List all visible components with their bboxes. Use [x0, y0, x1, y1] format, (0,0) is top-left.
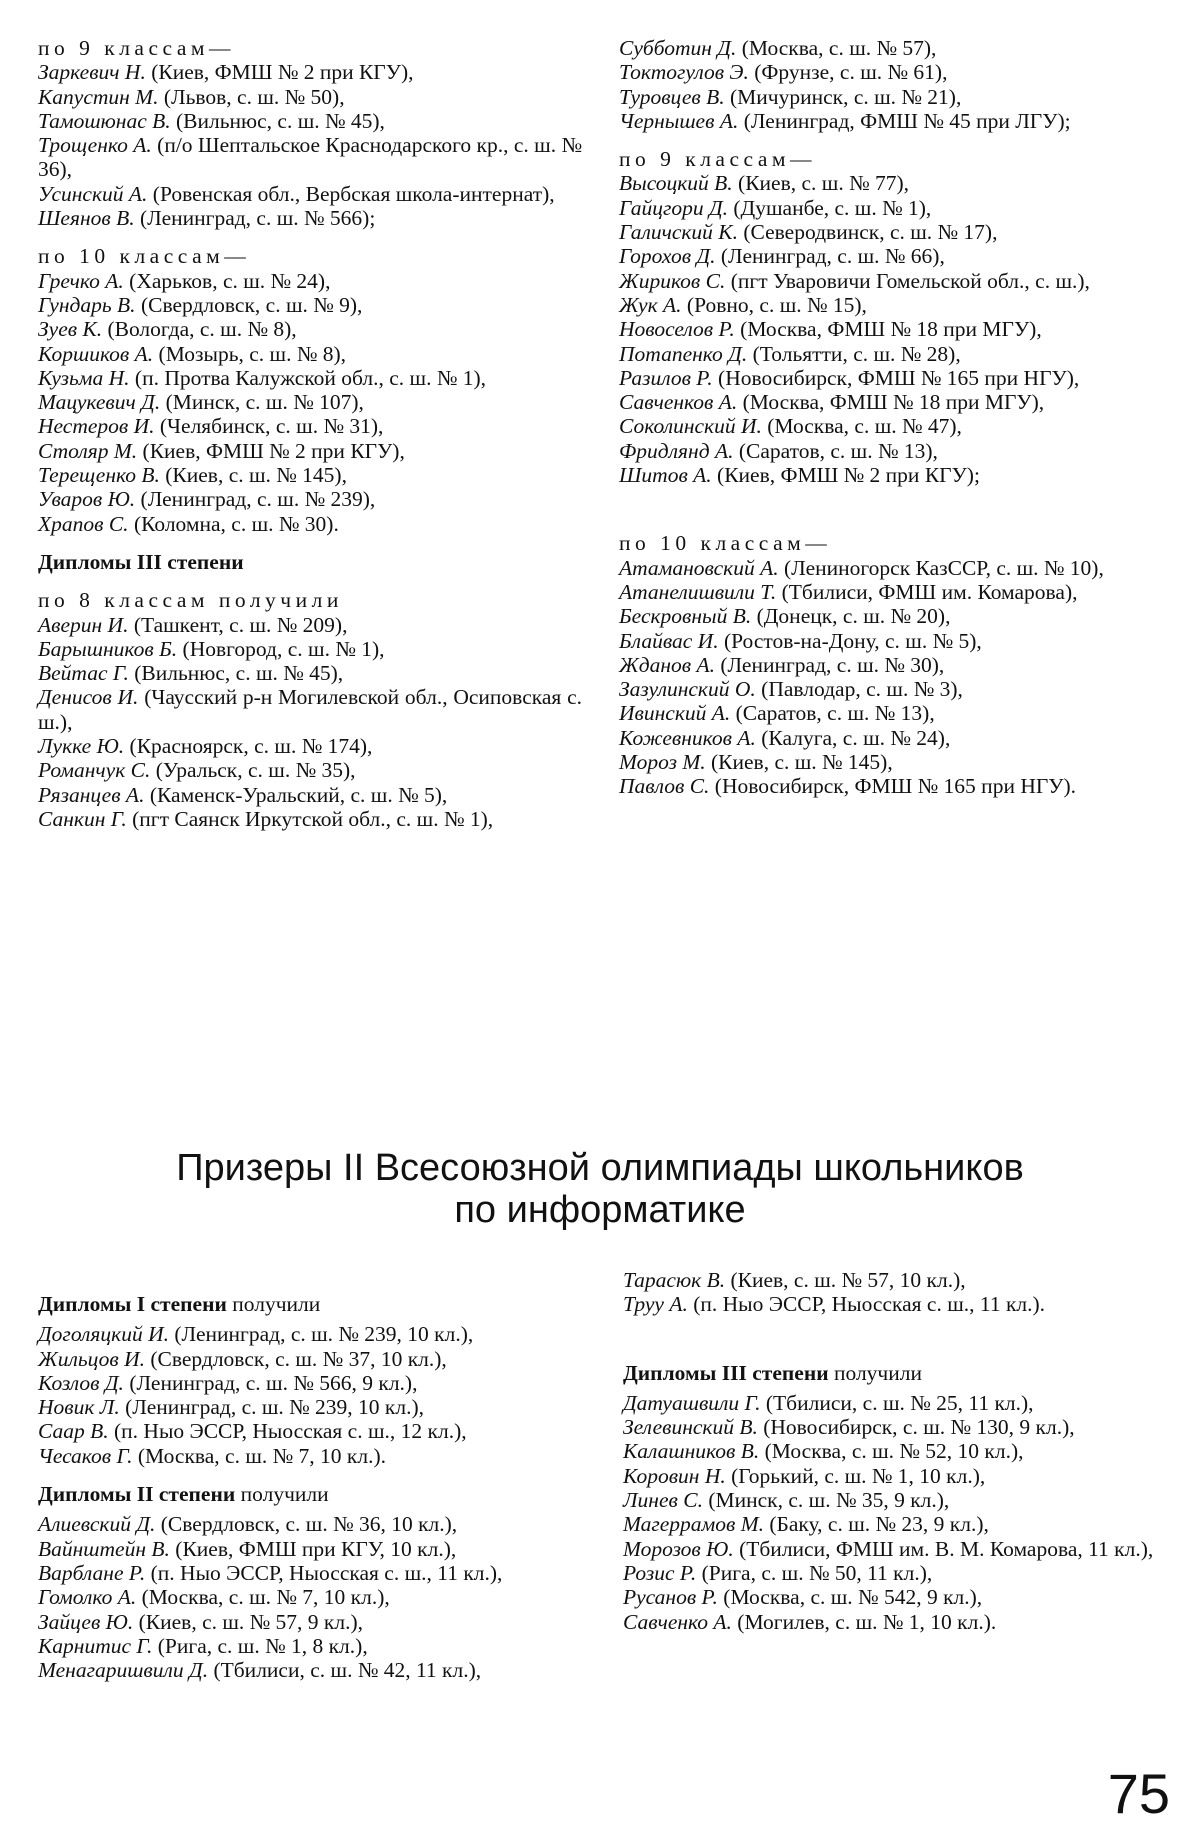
- winner-entry: [38, 390, 582, 414]
- winner-entry: [38, 109, 582, 133]
- winner-entry: [619, 171, 1171, 195]
- winner-name: Жук А.: [619, 292, 682, 317]
- winner-name: Кузьма Н.: [38, 365, 130, 390]
- winner-name: Варблане Р.: [38, 1560, 146, 1585]
- winner-entry: [38, 1634, 588, 1658]
- winner-details: (Ростов-на-Дону, с. ш. № 5),: [718, 628, 982, 653]
- winner-name: Санкин Г.: [38, 806, 127, 831]
- winner-details: (Киев, с. ш. № 57, 9 кл.),: [133, 1609, 364, 1634]
- winner-entry: [38, 487, 582, 511]
- diploma-heading-suffix: получили: [828, 1360, 922, 1385]
- winner-details: (Москва, с. ш. № 542, 9 кл.),: [717, 1585, 983, 1610]
- winner-entry: [38, 1322, 588, 1346]
- winner-entry: [619, 629, 1171, 653]
- winner-details: (Москва, с. ш. № 52, 10 кл.),: [759, 1439, 1024, 1464]
- winner-entry: [38, 206, 582, 230]
- winner-details: (Киев, ФМШ № 2 при КГУ),: [145, 60, 414, 85]
- winner-details: (Москва, с. ш. № 47),: [761, 414, 962, 439]
- winner-entry: [619, 390, 1171, 414]
- winner-details: (Вильнюс, с. ш. № 45),: [128, 661, 344, 686]
- winner-entry: [619, 750, 1171, 774]
- winner-details: (Мозырь, с. ш. № 8),: [153, 341, 347, 366]
- top-left-column: [38, 36, 582, 831]
- winner-name: Тамошюнас В.: [38, 108, 171, 133]
- winner-name: Жданов А.: [619, 652, 715, 677]
- winner-entry: [38, 269, 582, 293]
- winner-entry: [38, 414, 582, 438]
- winner-details: (Рига, с. ш. № 50, 11 кл.),: [696, 1560, 933, 1585]
- winner-entry: [623, 1415, 1171, 1439]
- winner-name: Разилов Р.: [619, 365, 713, 390]
- winner-name: Труу А.: [623, 1292, 688, 1317]
- winner-entry: [623, 1537, 1171, 1561]
- winner-entry: [38, 734, 582, 758]
- winner-details: (Горький, с. ш. № 1, 10 кл.),: [725, 1463, 986, 1488]
- winner-details: (Вологда, с. ш. № 8),: [102, 317, 297, 342]
- winner-details: (Тбилиси, с. ш. № 25, 11 кл.),: [760, 1390, 1034, 1415]
- winner-details: (Ленинград, с. ш. № 239, 10 кл.),: [168, 1322, 474, 1347]
- diploma-heading: [38, 1482, 588, 1506]
- winner-name: Соколинский И.: [619, 414, 762, 439]
- winner-entry: [623, 1464, 1171, 1488]
- winner-name: Трощенко А.: [38, 133, 152, 158]
- winner-details: (Львов, с. ш. № 50),: [158, 84, 345, 109]
- winner-name: Зуев К.: [38, 317, 103, 342]
- winner-details: (пгт Саянск Иркутской обл., с. ш. № 1),: [126, 806, 494, 831]
- winner-entry: [623, 1488, 1171, 1512]
- winner-entry: [38, 1585, 588, 1609]
- winner-details: (Новосибирск, ФМШ № 165 при НГУ).: [709, 774, 1077, 799]
- winner-details: (Могилев, с. ш. № 1, 10 кл.).: [731, 1609, 997, 1634]
- winner-entry: [38, 1658, 588, 1682]
- winner-details: (Тольятти, с. ш. № 28),: [747, 341, 961, 366]
- winner-details: (Новосибирск, с. ш. № 130, 9 кл.),: [757, 1415, 1075, 1440]
- diploma-heading-suffix: получили: [226, 1292, 321, 1316]
- winner-name: Гундарь В.: [38, 292, 136, 317]
- winner-details: (Саратов, с. ш. № 13),: [733, 438, 938, 463]
- winner-name: Зайцев Ю.: [38, 1609, 134, 1634]
- winner-details: (Киев, ФМШ № 2 при КГУ);: [711, 463, 980, 488]
- winner-entry: [38, 1512, 588, 1536]
- winner-details: (Саратов, с. ш. № 13),: [730, 701, 935, 726]
- winner-entry: [619, 556, 1171, 580]
- page-title: [60, 1147, 1140, 1231]
- winner-name: Мороз М.: [619, 750, 706, 775]
- winner-entry: [38, 182, 582, 206]
- winner-details: (Северодвинск, с. ш. № 17),: [737, 220, 998, 245]
- winner-entry: [623, 1439, 1171, 1463]
- winner-name: Рязанцев А.: [38, 782, 145, 807]
- class-group-label: по 9 классам—: [619, 147, 816, 172]
- winner-name: Усинский А.: [38, 181, 148, 206]
- winner-entry: [619, 60, 1171, 84]
- winner-entry: [619, 342, 1171, 366]
- winner-name: Новоселов Р.: [619, 317, 735, 342]
- winner-entry: [619, 653, 1171, 677]
- diploma-heading-title: Дипломы II степени: [38, 1482, 236, 1507]
- winner-details: (Красноярск, с. ш. № 174),: [124, 734, 373, 759]
- winner-name: Бескровный В.: [619, 604, 752, 629]
- winner-details: (Ленинград, с. ш. № 66),: [715, 244, 945, 269]
- winner-name: Жириков С.: [619, 268, 726, 293]
- winner-name: Капустин М.: [38, 84, 159, 109]
- winner-details: (Калуга, с. ш. № 24),: [755, 725, 951, 750]
- winner-details: (Ленинград, с. ш. № 239, 10 кл.),: [119, 1395, 425, 1420]
- winner-name: Зелевинский В.: [623, 1415, 758, 1440]
- diploma-heading-suffix: получили: [235, 1482, 329, 1507]
- winner-details: (Донецк, с. ш. № 20),: [751, 604, 951, 629]
- winner-name: Горохов Д.: [619, 244, 716, 269]
- winner-name: Галичский К.: [619, 220, 738, 245]
- winner-entry: [38, 685, 582, 734]
- winner-entry: [623, 1292, 1171, 1316]
- winner-details: (Тбилиси, ФМШ им. В. М. Комарова, 11 кл.),: [733, 1536, 1154, 1561]
- winner-entry: [623, 1391, 1171, 1415]
- winner-entry: [38, 637, 582, 661]
- winner-details: (Киев, с. ш. № 145),: [705, 750, 893, 775]
- winner-details: (Москва, ФМШ № 18 при МГУ),: [734, 317, 1042, 342]
- winner-details: (Рига, с. ш. № 1, 8 кл.),: [152, 1633, 368, 1658]
- winner-name: Алиевский Д.: [38, 1512, 156, 1537]
- class-group-label: по 8 классам получили: [38, 588, 343, 613]
- winner-entry: [619, 36, 1171, 60]
- winner-name: Шитов А.: [619, 463, 712, 488]
- winner-entry: [619, 726, 1171, 750]
- winner-name: Павлов С.: [619, 774, 710, 799]
- winner-details: (Тбилиси, с. ш. № 42, 11 кл.),: [208, 1658, 482, 1683]
- winner-name: Кожевников А.: [619, 725, 756, 750]
- winner-entry: [38, 366, 582, 390]
- winner-name: Морозов Ю.: [623, 1536, 734, 1561]
- spacer: [619, 487, 1171, 517]
- winner-entry: [623, 1512, 1171, 1536]
- winner-details: (Вильнюс, с. ш. № 45),: [170, 108, 385, 133]
- winner-name: Коршиков А.: [38, 341, 154, 366]
- winner-name: Коровин Н.: [623, 1463, 726, 1488]
- winner-name: Шеянов В.: [38, 206, 135, 231]
- winner-name: Русанов Р.: [623, 1585, 718, 1610]
- winner-details: (п. Ныо ЭССР, Ныосская с. ш., 11 кл.).: [687, 1292, 1046, 1317]
- winner-details: (п. Ныо ЭССР, Ныосская с. ш., 12 кл.),: [108, 1419, 467, 1444]
- bottom-left-column: [38, 1278, 588, 1682]
- winner-details: (Ленинград, с. ш. № 239),: [135, 487, 376, 512]
- winner-name: Вейтас Г.: [38, 661, 129, 686]
- winner-details: (Минск, с. ш. № 107),: [160, 390, 364, 415]
- winner-name: Уваров Ю.: [38, 487, 136, 512]
- winner-details: (Мичуринск, с. ш. № 21),: [724, 84, 962, 109]
- winner-entry: [38, 342, 582, 366]
- diploma-heading: [38, 1292, 588, 1316]
- winner-name: Розис Р.: [623, 1560, 697, 1585]
- winner-entry: [619, 293, 1171, 317]
- winner-entry: [38, 661, 582, 685]
- winner-name: Блайвас И.: [619, 628, 719, 653]
- winner-name: Субботин Д.: [619, 36, 737, 60]
- winner-entry: [619, 196, 1171, 220]
- class-group-label: по 10 классам—: [38, 244, 251, 269]
- winner-details: (Чаусский р-н Могилевской обл., Осиповская с. ш.),: [38, 685, 582, 734]
- winner-entry: [623, 1268, 1171, 1292]
- winner-details: (Свердловск, с. ш. № 36, 10 кл.),: [155, 1512, 458, 1537]
- winner-name: Гомолко А.: [38, 1585, 137, 1610]
- top-right-column: [619, 36, 1171, 799]
- winner-details: (Новгород, с. ш. № 1),: [177, 636, 385, 661]
- winner-entry: [619, 317, 1171, 341]
- winner-entry: [38, 439, 582, 463]
- winner-name: Саар В.: [38, 1419, 109, 1444]
- winner-name: Чесаков Г.: [38, 1443, 133, 1468]
- winner-name: Высоцкий В.: [619, 171, 733, 196]
- winner-details: (Коломна, с. ш. № 30).: [128, 511, 339, 536]
- winner-name: Магеррамов М.: [623, 1512, 764, 1537]
- winner-details: (Ровенская обл., Вербская школа-интернат),: [147, 181, 555, 206]
- winner-entry: [619, 269, 1171, 293]
- winner-details: (Москва, ФМШ № 18 при МГУ),: [737, 390, 1045, 415]
- winner-name: Храпов С.: [38, 511, 129, 536]
- winner-details: (Павлодар, с. ш. № 3),: [755, 677, 963, 702]
- winner-entry: [38, 1395, 588, 1419]
- winner-name: Нестеров И.: [38, 414, 155, 439]
- winner-name: Менагаришвили Д.: [38, 1658, 209, 1683]
- winner-entry: [619, 701, 1171, 725]
- winner-details: (п/о Шептальское Краснодарского кр., с. ш. № 36),: [38, 133, 582, 182]
- winner-entry: [619, 580, 1171, 604]
- winner-details: (Свердловск, с. ш. № 37, 10 кл.),: [144, 1346, 447, 1371]
- winner-entry: [38, 783, 582, 807]
- winner-details: (Ленинград, с. ш. № 566);: [134, 206, 376, 231]
- winner-details: (Москва, с. ш. № 7, 10 кл.).: [132, 1443, 386, 1468]
- winner-name: Савченков А.: [619, 390, 738, 415]
- diploma-heading-title: Дипломы III степени: [623, 1360, 829, 1385]
- winner-entry: [619, 366, 1171, 390]
- winner-details: (Ташкент, с. ш. № 209),: [128, 612, 348, 637]
- winner-name: Чернышев А.: [619, 108, 739, 133]
- winner-name: Аверин И.: [38, 612, 129, 637]
- diploma-heading: [623, 1361, 1171, 1385]
- class-group-label: по 10 классам—: [619, 531, 832, 556]
- winner-name: Романчук С.: [38, 758, 151, 783]
- winner-entry: [619, 463, 1171, 487]
- winner-details: (Киев, с. ш. № 77),: [732, 171, 910, 196]
- winner-name: Датуашвили Г.: [623, 1390, 761, 1415]
- winner-details: (Москва, с. ш. № 57),: [736, 36, 937, 60]
- winner-name: Атанелишвили Т.: [619, 579, 777, 604]
- winner-details: (Баку, с. ш. № 23, 9 кл.),: [764, 1512, 989, 1537]
- winner-name: Заркевич Н.: [38, 60, 146, 85]
- winner-entry: [38, 1537, 588, 1561]
- winner-details: (Душанбе, с. ш. № 1),: [728, 195, 932, 220]
- winner-entry: [619, 85, 1171, 109]
- winner-name: Карнитис Г.: [38, 1633, 153, 1658]
- winner-entry: [619, 677, 1171, 701]
- winner-name: Савченко А.: [623, 1609, 732, 1634]
- winner-details: (п. Протва Калужской обл., с. ш. № 1),: [129, 365, 487, 390]
- class-group-label: по 9 классам—: [38, 36, 235, 60]
- winner-details: (Ровно, с. ш. № 15),: [681, 292, 867, 317]
- winner-details: (Киев, ФМШ № 2 при КГУ),: [137, 438, 405, 463]
- diploma-heading-title: Дипломы III степени: [38, 549, 244, 574]
- winner-entry: [38, 758, 582, 782]
- winner-entry: [619, 244, 1171, 268]
- winner-entry: [38, 133, 582, 182]
- winner-name: Денисов И.: [38, 685, 139, 710]
- winner-details: (Минск, с. ш. № 35, 9 кл.),: [702, 1488, 950, 1513]
- winner-entry: [38, 1444, 588, 1468]
- winner-entry: [619, 439, 1171, 463]
- winner-entry: [619, 774, 1171, 798]
- winner-entry: [619, 220, 1171, 244]
- winner-entry: [38, 1561, 588, 1585]
- winner-details: (Ленинград, ФМШ № 45 при ЛГУ);: [738, 108, 1071, 133]
- winner-name: Жильцов И.: [38, 1346, 145, 1371]
- winner-details: (Тбилиси, ФМШ им. Комарова),: [776, 579, 1078, 604]
- winner-name: Токтогулов Э.: [619, 60, 749, 85]
- winner-entry: [619, 109, 1171, 133]
- title-line-2: по информатике: [454, 1189, 746, 1231]
- winner-name: Вайнштейн В.: [38, 1536, 170, 1561]
- winner-name: Туровцев В.: [619, 84, 725, 109]
- winner-details: (Свердловск, с. ш. № 9),: [135, 292, 363, 317]
- winner-name: Атамановский А.: [619, 555, 779, 580]
- winner-details: (Киев, с. ш. № 57, 10 кл.),: [725, 1268, 966, 1292]
- winner-entry: [38, 1610, 588, 1634]
- winner-entry: [38, 1371, 588, 1395]
- winner-details: (Харьков, с. ш. № 24),: [123, 268, 331, 293]
- winner-entry: [38, 60, 582, 84]
- winner-details: (Фрунзе, с. ш. № 61),: [748, 60, 948, 85]
- winner-name: Ивинский А.: [619, 701, 731, 726]
- bottom-right-column: [623, 1268, 1171, 1634]
- winner-details: (п. Ныо ЭССР, Ныосская с. ш., 11 кл.),: [145, 1560, 503, 1585]
- winner-name: Барышников Б.: [38, 636, 178, 661]
- winner-entry: [38, 463, 582, 487]
- winner-name: Фридлянд А.: [619, 438, 734, 463]
- diploma-heading: [38, 550, 582, 574]
- winner-details: (Киев, с. ш. № 145),: [159, 463, 347, 488]
- winner-name: Потапенко Д.: [619, 341, 748, 366]
- winner-details: (пгт Уваровичи Гомельской обл., с. ш.),: [725, 268, 1090, 293]
- winner-entry: [623, 1561, 1171, 1585]
- winner-name: Доголяцкий И.: [38, 1322, 169, 1347]
- winner-details: (Ленинград, с. ш. № 566, 9 кл.),: [123, 1370, 418, 1395]
- winner-entry: [38, 1347, 588, 1371]
- winner-entry: [38, 807, 582, 831]
- winner-entry: [619, 414, 1171, 438]
- winner-name: Столяр М.: [38, 438, 138, 463]
- winner-entry: [38, 512, 582, 536]
- winner-entry: [38, 317, 582, 341]
- winner-details: (Каменск-Уральский, с. ш. № 5),: [144, 782, 448, 807]
- winner-name: Тарасюк В.: [623, 1268, 726, 1292]
- winner-details: (Киев, ФМШ при КГУ, 10 кл.),: [169, 1536, 457, 1561]
- winner-name: Лукке Ю.: [38, 734, 125, 759]
- winner-name: Калашников В.: [623, 1439, 760, 1464]
- winner-name: Мацукевич Д.: [38, 390, 161, 415]
- winner-name: Гречко А.: [38, 268, 124, 293]
- spacer: [623, 1317, 1171, 1347]
- winner-details: (Ленинград, с. ш. № 30),: [714, 652, 945, 677]
- winner-name: Зазулинский О.: [619, 677, 756, 702]
- winner-name: Новик Л.: [38, 1395, 120, 1420]
- winner-entry: [623, 1610, 1171, 1634]
- winner-entry: [623, 1585, 1171, 1609]
- winner-entry: [619, 604, 1171, 628]
- winner-details: (Челябинск, с. ш. № 31),: [154, 414, 384, 439]
- winner-details: (Лениногорск КазССР, с. ш. № 10),: [778, 555, 1104, 580]
- winner-details: (Новосибирск, ФМШ № 165 при НГУ),: [712, 365, 1080, 390]
- winner-entry: [38, 293, 582, 317]
- page-number: 75: [1107, 1762, 1170, 1825]
- winner-details: (Уральск, с. ш. № 35),: [150, 758, 356, 783]
- diploma-heading-title: Дипломы I степени: [38, 1292, 227, 1316]
- winner-details: (Москва, с. ш. № 7, 10 кл.),: [136, 1585, 390, 1610]
- winner-entry: [38, 1419, 588, 1443]
- winner-entry: [38, 613, 582, 637]
- winner-name: Линев С.: [623, 1488, 703, 1513]
- winner-name: Гайцгори Д.: [619, 195, 729, 220]
- winner-name: Козлов Д.: [38, 1370, 124, 1395]
- winner-name: Терещенко В.: [38, 463, 160, 488]
- title-line-1: Призеры II Всесоюзной олимпиады школьников: [176, 1147, 1024, 1189]
- winner-entry: [38, 85, 582, 109]
